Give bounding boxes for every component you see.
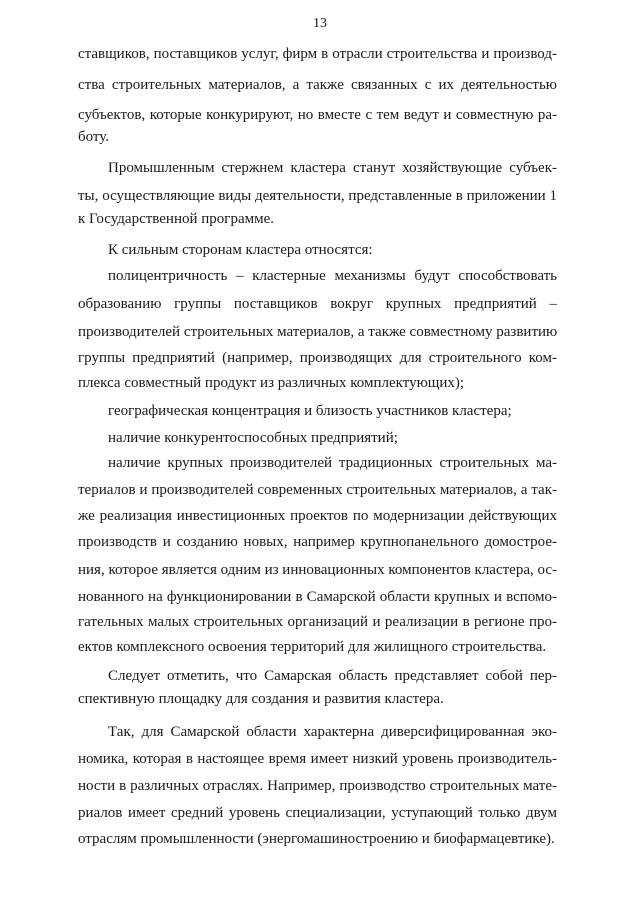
text-line: Промышленным стержнем кластера станут хозяйствующие субъек-: [108, 160, 557, 176]
text-line: ния, которое является одним из инновационных компонентов кластера, ос-: [78, 562, 558, 578]
text-line: ектов комплексного освоения территорий для жилищного строительства.: [78, 639, 547, 655]
text-line: ности в различных отраслях. Например, производство строительных мате-: [78, 778, 557, 794]
text-line: образованию группы поставщиков вокруг крупных предприятий –: [78, 296, 557, 312]
text-line: плекса совместный продукт из различных комплектующих);: [78, 375, 465, 391]
text-line: ства строительных материалов, а также связанных с их деятельностью: [78, 77, 557, 93]
text-line: ты, осуществляющие виды деятельности, представленные в приложении 1: [78, 188, 557, 204]
text-line: полицентричность – кластерные механизмы будут способствовать: [108, 268, 557, 284]
text-line: номика, которая в настоящее время имеет низкий уровень производитель-: [78, 751, 557, 767]
text-line: боту.: [78, 129, 110, 145]
text-line: нованного на функционировании в Самарской области крупных и вспомо-: [78, 589, 557, 605]
text-line: наличие крупных производителей традиционных строительных ма-: [108, 455, 557, 471]
text-line: Так, для Самарской области характерна диверсифицированная эко-: [108, 724, 557, 740]
text-line: производителей строительных материалов, а также совместному развитию: [78, 324, 558, 340]
text-line: гательных малых строительных организаций и реализации в регионе про-: [78, 614, 557, 630]
text-line: производств и созданию новых, например крупнопанельного домострое-: [78, 534, 557, 550]
text-line: Следует отметить, что Самарская область представляет собой пер-: [108, 668, 557, 684]
text-line: группы предприятий (например, производящих для строительного ком-: [78, 350, 557, 366]
text-line: К сильным сторонам кластера относятся:: [108, 242, 373, 258]
text-line: ставщиков, поставщиков услуг, фирм в отрасли строительства и производ-: [78, 46, 557, 62]
text-line: к Государственной программе.: [78, 211, 274, 227]
text-line: наличие конкурентоспособных предприятий;: [108, 430, 398, 446]
page-number: 13: [313, 16, 327, 31]
text-line: же реализация инвестиционных проектов по модернизации действующих: [78, 508, 557, 524]
text-line: географическая концентрация и близость участников кластера;: [108, 403, 512, 419]
text-line: спективную площадку для создания и развития кластера.: [78, 691, 444, 707]
text-line: териалов и производителей современных строительных материалов, а так-: [78, 482, 557, 498]
text-line: риалов имеет средний уровень специализации, уступающий только двум: [78, 805, 557, 821]
text-line: отраслям промышленности (энергомашиностроению и биофармацевтике).: [78, 831, 555, 847]
text-line: субъектов, которые конкурируют, но вместе с тем ведут и совместную ра-: [78, 107, 557, 123]
